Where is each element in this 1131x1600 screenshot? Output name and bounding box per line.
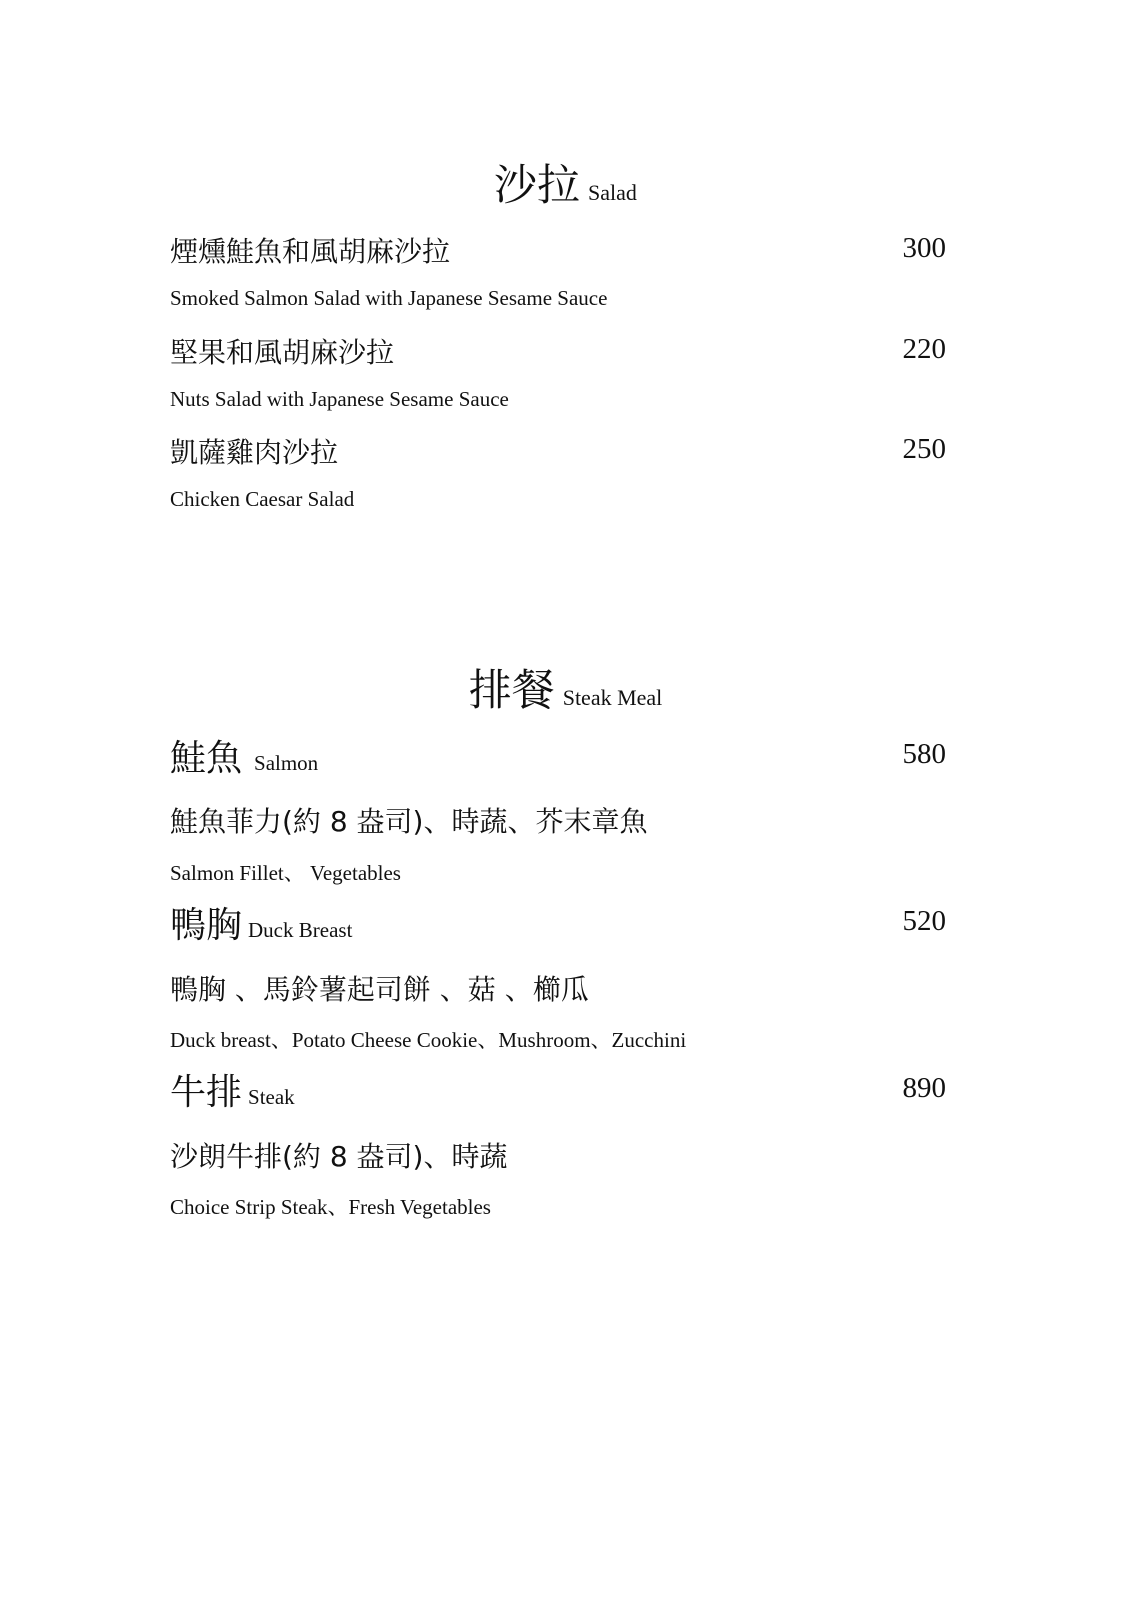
steak-item-heading [170,1064,295,1115]
steak-item-name-zh: 牛排 [170,1072,243,1113]
steak-item-desc-en: Duck breast、Potato Cheese Cookie、Mushroom、Zucchini [170,1028,687,1052]
steak-item-name-zh: 鮭魚 [170,738,243,779]
steak-item-heading [170,730,318,781]
steak-item-price: 520 [902,905,946,937]
steak-item-name-en: Salmon [254,751,319,775]
steak-title-en: Steak Meal [562,685,663,710]
salad-section-title [0,152,1131,213]
salad-item-name-en: Chicken Caesar Salad [170,487,355,511]
steak-item-desc-zh: 鮭魚菲力(約 8 盎司)、時蔬、芥末章魚 [170,805,648,838]
steak-item-heading [170,897,352,948]
steak-item-desc-en: Salmon Fillet、 Vegetables [170,861,401,885]
salad-title-en: Salad [588,180,637,205]
steak-item-desc-en: Choice Strip Steak、Fresh Vegetables [170,1195,491,1219]
steak-title-zh: 排餐 [468,666,555,716]
salad-title-zh: 沙拉 [494,161,581,211]
steak-section-title [0,657,1131,718]
steak-item-name-en: Steak [248,1085,295,1109]
steak-item-desc-zh: 沙朗牛排(約 8 盎司)、時蔬 [170,1140,508,1173]
steak-item-name-en: Duck Breast [248,918,353,942]
steak-item-name-zh: 鴨胸 [170,905,243,946]
steak-item-price: 580 [902,738,946,770]
salad-item-name-zh: 堅果和風胡麻沙拉 [170,336,395,369]
salad-item-name-en: Smoked Salmon Salad with Japanese Sesame Sauce [170,286,608,310]
salad-item-price: 250 [902,433,946,465]
steak-item-desc-zh: 鴨胸 、馬鈴薯起司餅 、菇 、櫛瓜 [170,973,589,1006]
salad-item-price: 300 [902,232,946,264]
steak-item-price: 890 [902,1072,946,1104]
salad-item-name-en: Nuts Salad with Japanese Sesame Sauce [170,387,509,411]
salad-item-price: 220 [902,333,946,365]
salad-item-name-zh: 凱薩雞肉沙拉 [170,436,339,469]
salad-item-name-zh: 煙燻鮭魚和風胡麻沙拉 [170,235,451,268]
